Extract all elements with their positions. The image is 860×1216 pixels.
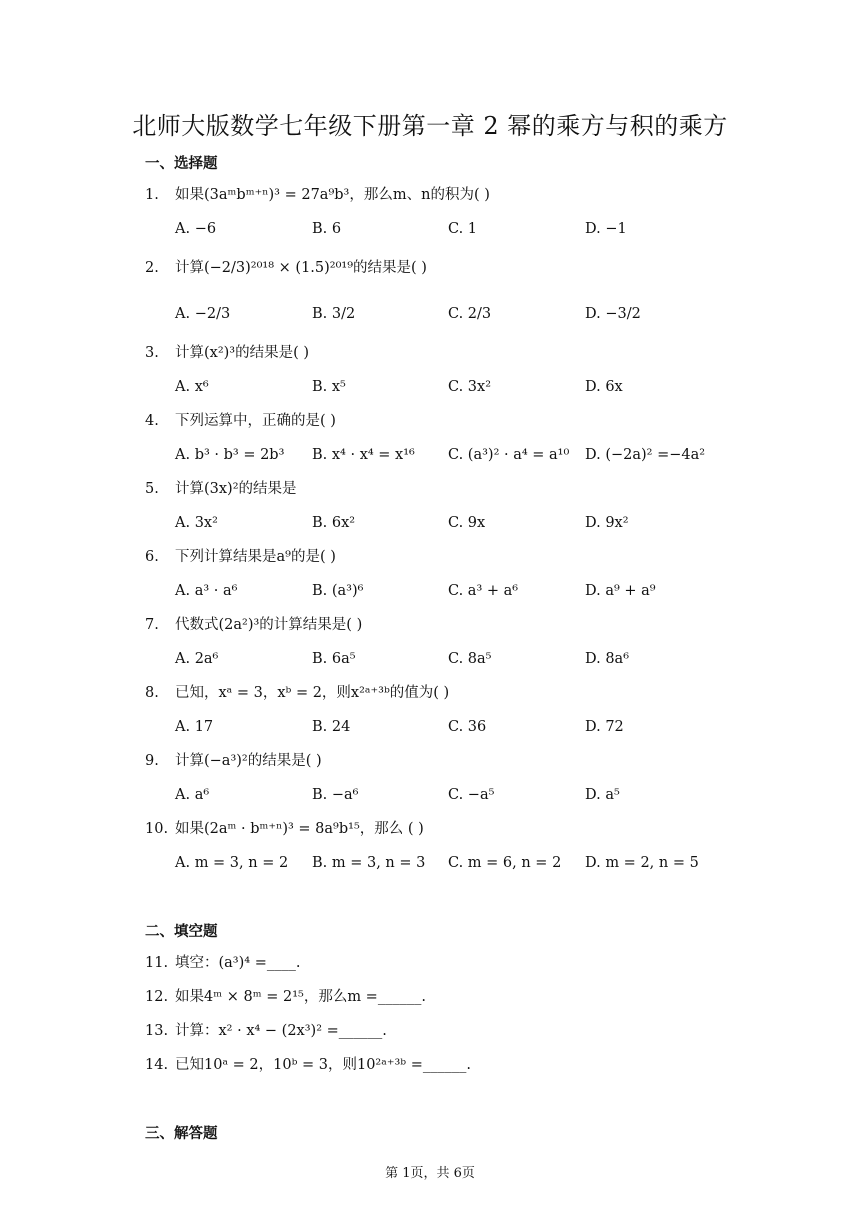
option-b: B. (a³)⁶ [312,583,364,599]
option-a: A. m = 3, n = 2 [175,855,289,871]
question-number: 9. [145,753,159,769]
question-number: 11. [145,955,169,971]
question-6 [145,548,336,566]
question-text: 填空：(a³)⁴ =____. [175,955,301,971]
options-10 [175,854,735,878]
option-b: B. 24 [312,719,351,735]
question-text: 代数式(2a²)³的计算结果是( ) [175,617,363,633]
option-c: C. a³ + a⁶ [448,583,519,599]
option-b: B. −a⁶ [312,787,359,803]
section-heading-answer: 三、解答题 [145,1126,218,1142]
question-text: 计算：x² · x⁴ − (2x³)² =______. [175,1023,387,1039]
question-number: 13. [145,1023,169,1039]
question-text: 计算(3x)²的结果是 [175,481,297,497]
question-text: 下列运算中，正确的是( ) [175,413,336,429]
option-c: C. m = 6, n = 2 [448,855,562,871]
option-b: B. 6x² [312,515,356,531]
option-d: D. 9x² [585,515,629,531]
question-2 [145,259,427,277]
option-c: C. 9x [448,515,486,531]
question-number: 7. [145,617,159,633]
section-heading-choice: 一、选择题 [145,156,218,172]
question-number: 10. [145,821,169,837]
question-text: 计算(−a³)²的结果是( ) [175,753,322,769]
options-7 [175,650,735,674]
options-5 [175,514,735,538]
options-1 [175,220,735,244]
option-a: A. −6 [175,221,217,237]
options-8 [175,718,735,742]
option-d: D. a⁵ [585,787,620,803]
question-10 [145,820,424,838]
option-d: D. −1 [585,221,627,237]
question-3 [145,344,309,362]
question-number: 2. [145,260,159,276]
option-a: A. a³ · a⁶ [175,583,238,599]
option-b: B. x⁵ [312,379,346,395]
question-11 [145,954,300,972]
question-text: 计算(x²)³的结果是( ) [175,345,310,361]
question-8 [145,684,449,702]
option-d: D. m = 2, n = 5 [585,855,699,871]
option-d: D. 6x [585,379,623,395]
option-c: C. (a³)² · a⁴ = a¹⁰ [448,447,570,463]
question-5 [145,480,297,498]
question-text: 如果4ᵐ × 8ᵐ = 2¹⁵，那么m =______. [175,989,426,1005]
option-b: B. m = 3, n = 3 [312,855,426,871]
option-b: B. x⁴ · x⁴ = x¹⁶ [312,447,415,463]
question-9 [145,752,322,770]
question-14 [145,1056,471,1074]
question-number: 14. [145,1057,169,1073]
question-13 [145,1022,387,1040]
question-text: 计算(−2/3)²⁰¹⁸ × (1.5)²⁰¹⁹的结果是( ) [175,260,427,276]
question-12 [145,988,426,1006]
option-c: C. 1 [448,221,478,237]
option-c: C. −a⁵ [448,787,495,803]
option-a: A. 2a⁶ [175,651,219,667]
option-a: A. −2/3 [175,306,231,322]
section-heading-fill: 二、填空题 [145,924,218,940]
option-c: C. 36 [448,719,487,735]
option-a: A. x⁶ [175,379,209,395]
question-number: 12. [145,989,169,1005]
question-number: 5. [145,481,159,497]
option-d: D. −3/2 [585,306,641,322]
option-c: C. 2/3 [448,306,492,322]
option-a: A. b³ · b³ = 2b³ [175,447,285,463]
question-number: 1. [145,187,159,203]
option-b: B. 3/2 [312,306,356,322]
question-text: 如果(2aᵐ · bᵐ⁺ⁿ)³ = 8a⁹b¹⁵，那么 ( ) [175,821,424,837]
question-7 [145,616,362,634]
question-number: 8. [145,685,159,701]
page-footer: 第 1页，共 6页 [385,1166,475,1181]
option-b: B. 6a⁵ [312,651,356,667]
page-title: 北师大版数学七年级下册第一章 2 幂的乘方与积的乘方 [132,112,728,140]
option-d: D. a⁹ + a⁹ [585,583,656,599]
options-2 [175,305,735,329]
question-number: 4. [145,413,159,429]
option-c: C. 3x² [448,379,492,395]
options-9 [175,786,735,810]
question-number: 6. [145,549,159,565]
options-6 [175,582,735,606]
question-text: 下列计算结果是a⁹的是( ) [175,549,336,565]
option-d: D. 72 [585,719,624,735]
question-text: 已知，xᵃ = 3，xᵇ = 2，则x²ᵃ⁺³ᵇ的值为( ) [175,685,450,701]
option-b: B. 6 [312,221,342,237]
question-1 [145,186,490,204]
option-a: A. 3x² [175,515,218,531]
options-4 [175,446,735,470]
question-4 [145,412,336,430]
option-a: A. 17 [175,719,214,735]
question-text: 如果(3aᵐbᵐ⁺ⁿ)³ = 27a⁹b³，那么m、n的积为( ) [175,187,490,203]
option-d: D. (−2a)² =−4a² [585,447,706,463]
option-d: D. 8a⁶ [585,651,630,667]
option-a: A. a⁶ [175,787,210,803]
option-c: C. 8a⁵ [448,651,492,667]
options-3 [175,378,735,402]
question-number: 3. [145,345,159,361]
question-text: 已知10ᵃ = 2，10ᵇ = 3，则10²ᵃ⁺³ᵇ =______. [175,1057,471,1073]
